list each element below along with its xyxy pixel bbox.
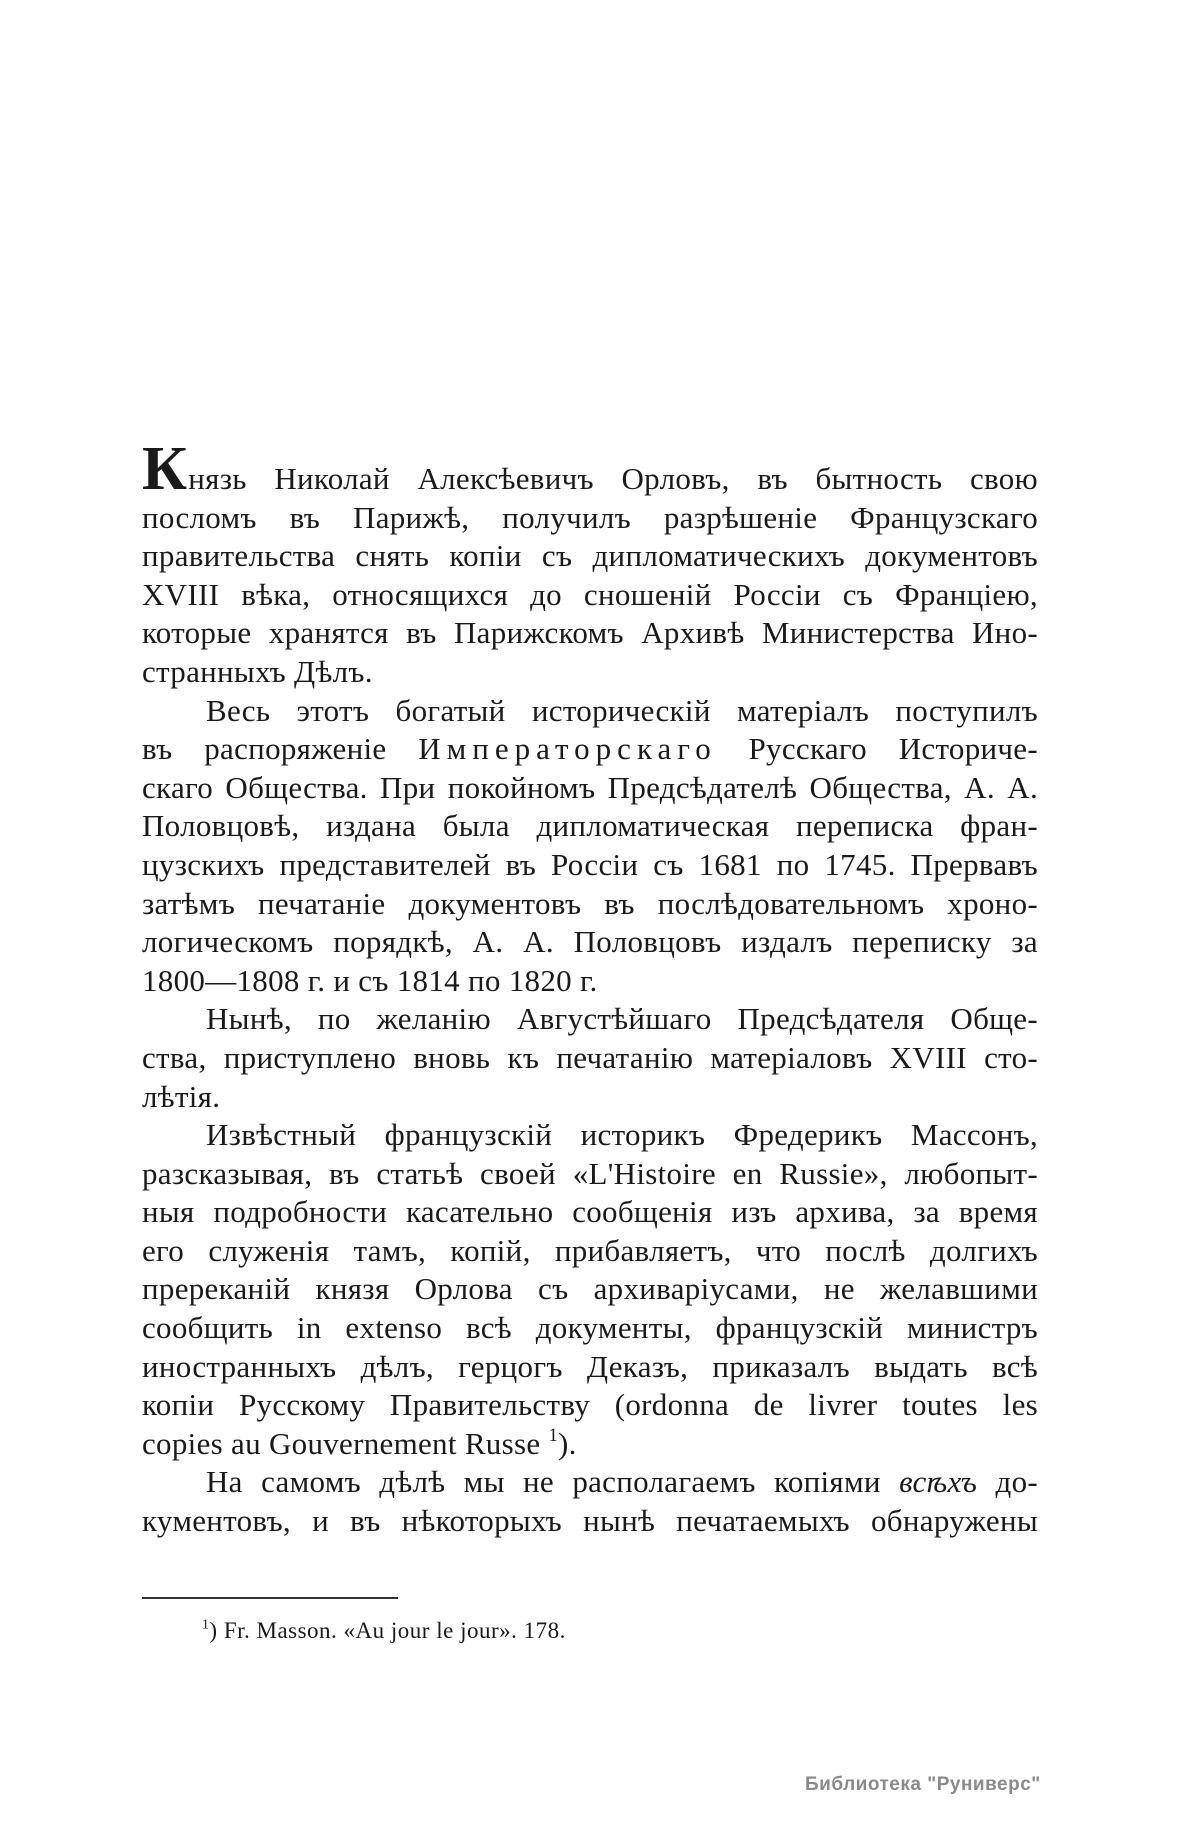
text-line: въ распоряженіе Императорскаго Русскаго Историче- — [142, 731, 1038, 767]
text-line: ныя подробности касательно сообщенія изъ архива, за время — [142, 1194, 1038, 1230]
paragraph-2 — [142, 692, 1038, 1001]
text-line: разсказывая, въ статьѣ своей «L'Histoire en Russie», любопыт- — [142, 1155, 1038, 1191]
paragraph-4 — [142, 1116, 1038, 1463]
text-line: На самомъ дѣлѣ мы не располагаемъ копіями всѣхъ до- — [206, 1464, 1039, 1500]
text-line: кументовъ, и въ нѣкоторыхъ нынѣ печатаемыхъ обнаружены — [142, 1503, 1038, 1539]
paragraph-3 — [142, 1000, 1038, 1116]
paragraph-1 — [142, 435, 1038, 692]
text-line: сообщить in extenso всѣ документы, французскій министръ — [142, 1310, 1038, 1346]
text-line: Половцовѣ, издана была дипломатическая переписка фран- — [142, 808, 1038, 844]
text-line: XVIII вѣка, относящихся до сношеній Россіи съ Франціею, — [142, 576, 1038, 612]
footnote — [202, 1618, 566, 1644]
spaced-emphasis: Императорскаго — [418, 731, 717, 767]
text-line: затѣмъ печатаніе документовъ въ послѣдовательномъ хроно- — [142, 885, 1038, 921]
text-line: правительства снять копіи съ дипломатическихъ документовъ — [142, 538, 1038, 574]
text-line: которые хранятся въ Парижскомъ Архивѣ Министерства Ино- — [142, 615, 1038, 651]
footnote-reference: 1 — [548, 1424, 559, 1446]
footnote-mark: 1 — [202, 1616, 210, 1632]
footnote-divider — [142, 1597, 398, 1599]
text-line: Нынѣ, по желанію Августѣйшаго Предсѣдателя Обще- — [206, 1001, 1038, 1037]
text-line: цузскихъ представителей въ Россіи съ 1681 по 1745. Прервавъ — [142, 846, 1038, 882]
text-line: логическомъ порядкѣ, А. А. Половцовъ издалъ переписку за — [142, 924, 1038, 960]
text-line: copies au Gouvernement Russe $^1$). — [142, 1424, 577, 1461]
footnote-text: ) Fr. Masson. «Au jour le jour». 178. — [209, 1618, 566, 1643]
text-line: Князь Николай Алексѣевичъ Орловъ, въ бытность свою — [142, 435, 1038, 503]
library-watermark: Библиотека "Руниверс" — [805, 1774, 1041, 1795]
text-line: Извѣстный французскій историкъ Фредерикъ Массонъ, — [206, 1117, 1038, 1153]
text-line: лѣтія. — [142, 1078, 221, 1114]
text-line: скаго Общества. При покойномъ Предсѣдателѣ Общества, А. А. — [142, 769, 1038, 805]
text-line: 1800—1808 г. и съ 1814 по 1820 г. — [142, 962, 598, 998]
text-line: иностранныхъ дѣлъ, герцогъ Деказъ, приказалъ выдать всѣ — [142, 1348, 1038, 1384]
text-line: копіи Русскому Правительству (ordonna de livrer toutes les — [142, 1387, 1038, 1423]
italic-emphasis: всѣхъ — [899, 1464, 978, 1500]
text-line: пререканій князя Орлова съ архиваріусами, не желавшими — [142, 1271, 1038, 1307]
paragraph-5 — [142, 1463, 1038, 1540]
text-line: странныхъ Дѣлъ. — [142, 653, 373, 689]
text-line: ства, приступлено вновь къ печатанію матеріаловъ XVIII сто- — [142, 1039, 1038, 1075]
text-line: Весь этотъ богатый историческій матеріалъ поступилъ — [206, 692, 1038, 728]
text-line: посломъ въ Парижѣ, получилъ разрѣшеніе Французскаго — [142, 499, 1038, 535]
drop-cap: К — [142, 435, 188, 503]
text-line: его служенія тамъ, копій, прибавляетъ, что послѣ долгихъ — [142, 1232, 1038, 1268]
main-text — [142, 435, 1039, 1541]
